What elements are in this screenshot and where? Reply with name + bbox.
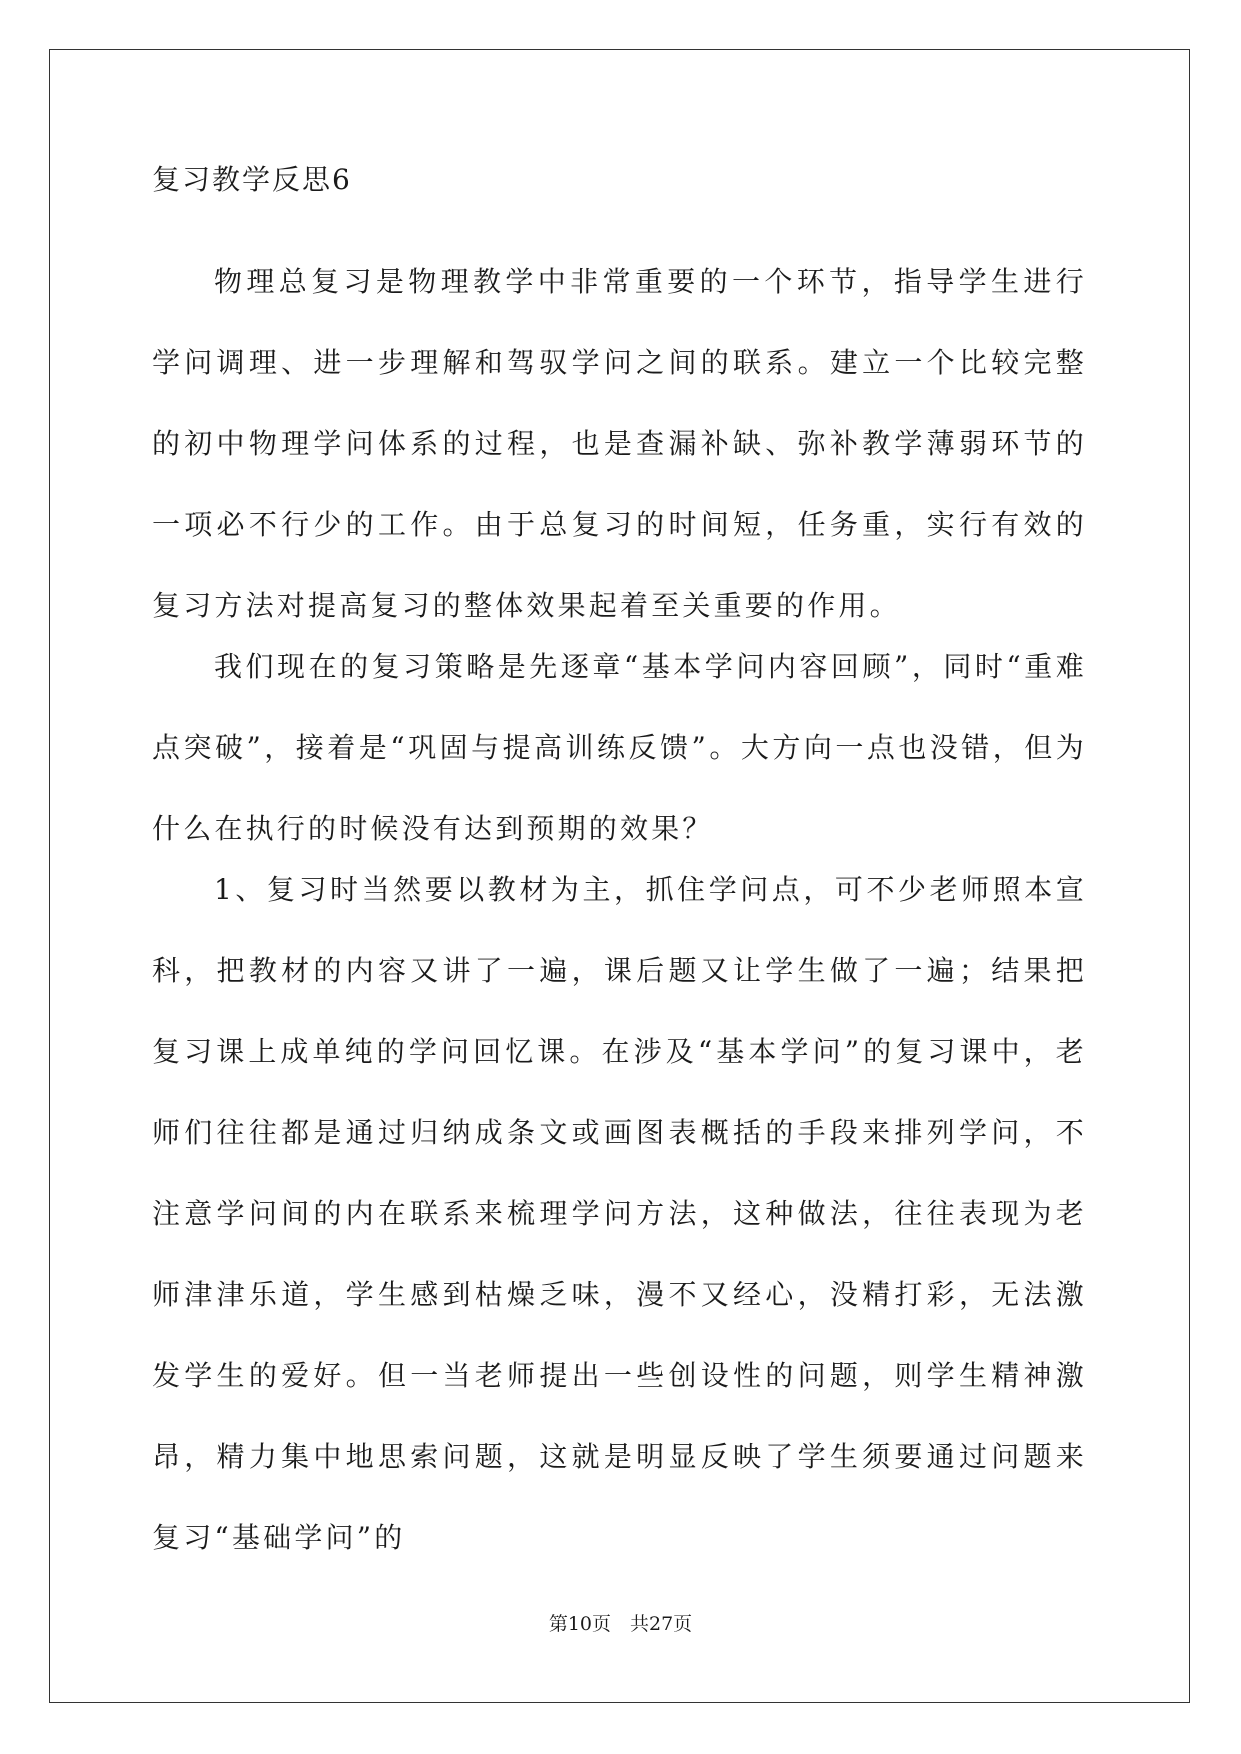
document-body [152, 160, 1087, 1578]
paragraph: 1、复习时当然要以教材为主，抓住学问点，可不少老师照本宣科，把教材的内容又讲了一遍，课后题又让学生做了一遍；结果把复习课上成单纯的学问回忆课。在涉及“基本学问”的复习课中，老师们往往都是通过归纳成条文或画图表概括的手段来排列学问，不注意学问间的内在联系来梳理学问方法，这种做法，往往表现为老师津津乐道，学生感到枯燥乏味，漫不又经心，没精打彩，无法激发学生的爱好。但一当老师提出一些创设性的问题，则学生精神激昂，精力集中地思索问题，这就是明显反映了学生须要通过问题来复习“基础学问”的 [152, 873, 1087, 1554]
paragraph: 我们现在的复习策略是先逐章“基本学问内容回顾”，同时“重难点突破”，接着是“巩固与提高训练反馈”。大方向一点也没错，但为什么在执行的时候没有达到预期的效果？ [152, 650, 1087, 845]
document-title: 复习教学反思6 [152, 163, 352, 196]
page-number-footer: 第10页 共27页 [548, 1613, 693, 1635]
paragraph: 物理总复习是物理教学中非常重要的一个环节，指导学生进行学问调理、进一步理解和驾驭学问之间的联系。建立一个比较完整的初中物理学问体系的过程，也是查漏补缺、弥补教学薄弱环节的一项必不行少的工作。由于总复习的时间短，任务重，实行有效的复习方法对提高复习的整体效果起着至关重要的作用。 [152, 265, 1087, 622]
